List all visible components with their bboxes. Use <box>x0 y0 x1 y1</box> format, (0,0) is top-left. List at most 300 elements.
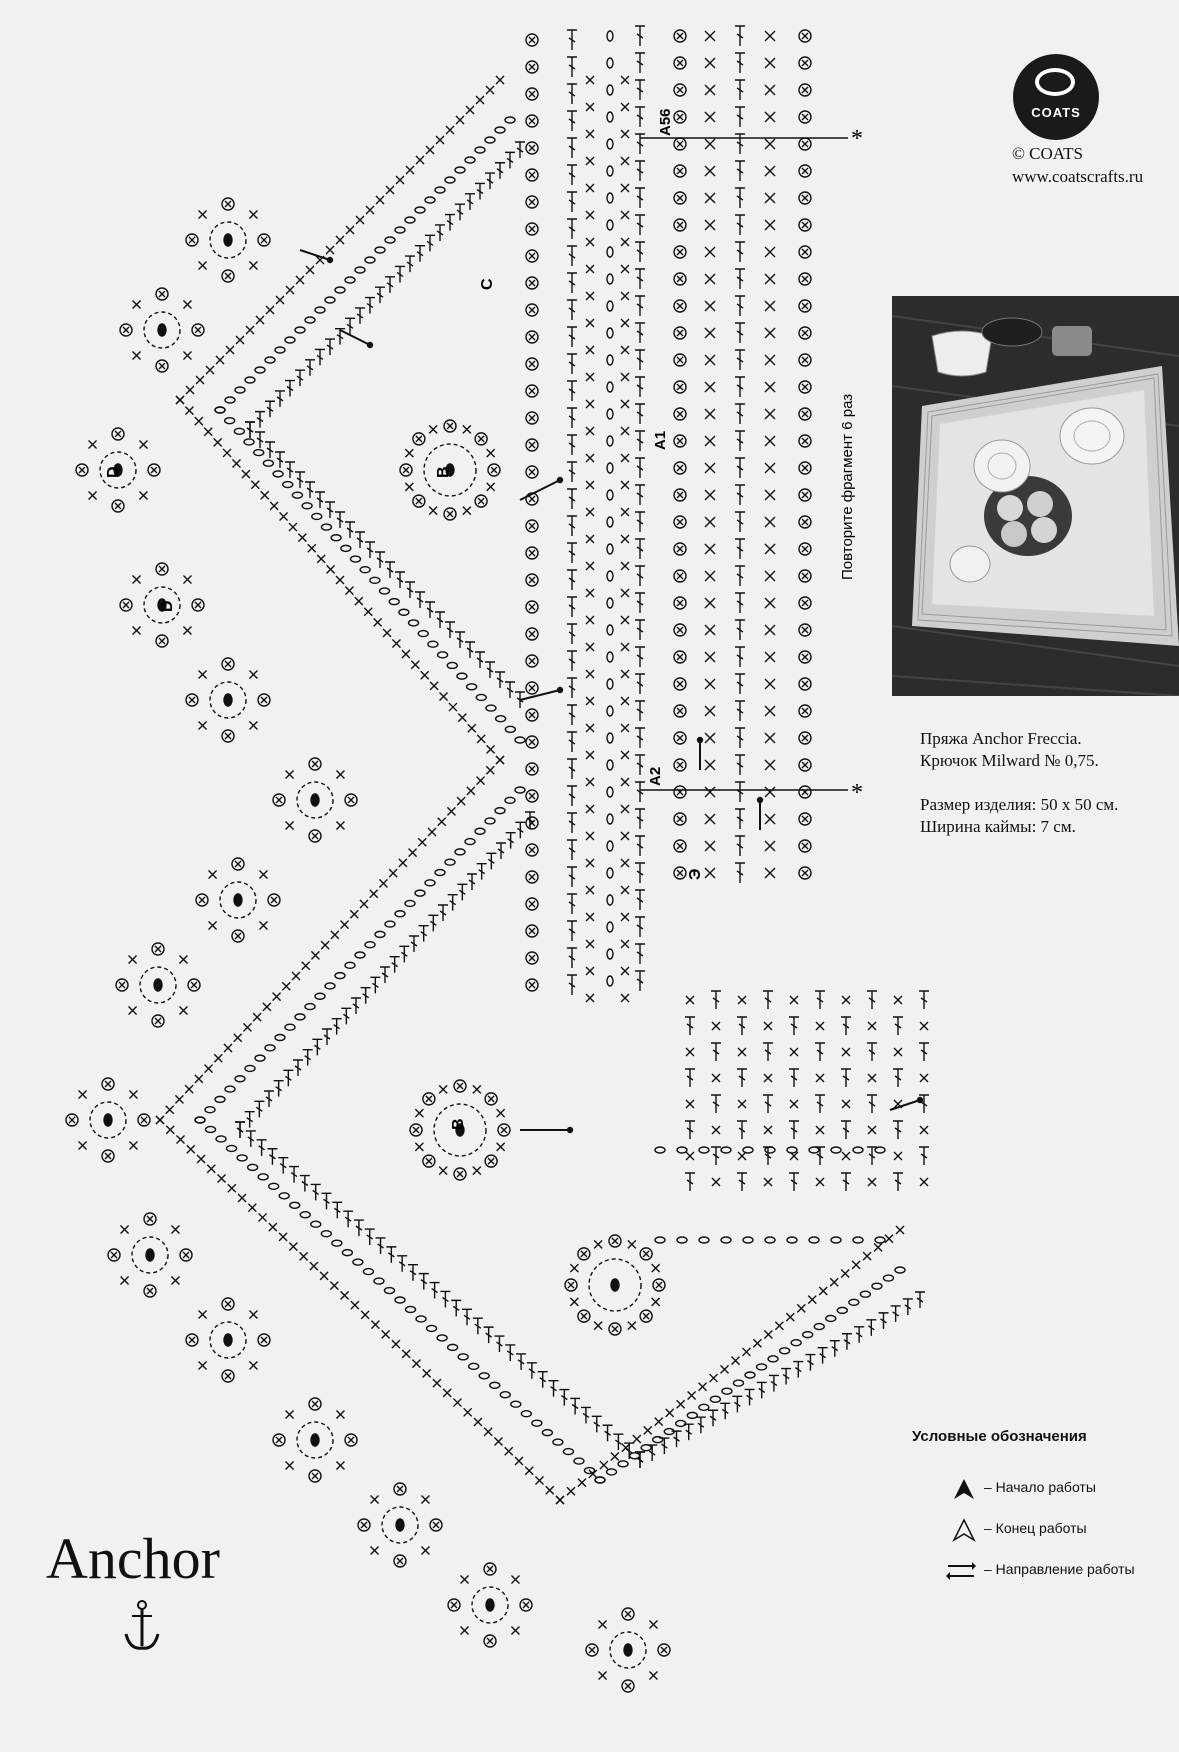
sc-stitch <box>802 438 808 444</box>
sc-stitch <box>816 1074 824 1082</box>
dc-stitch <box>484 1327 494 1343</box>
sc-stitch <box>155 1018 161 1024</box>
chain-stitch <box>225 418 235 424</box>
sc-stitch <box>765 193 775 203</box>
sc-stitch <box>171 1276 179 1284</box>
sc-stitch <box>416 436 422 442</box>
sc-stitch <box>415 1109 423 1117</box>
sc-stitch <box>712 1178 720 1186</box>
sc-stitch <box>802 33 808 39</box>
sc-stitch <box>529 955 535 961</box>
dc-stitch <box>295 370 305 386</box>
sc-stitch <box>705 382 715 392</box>
sc-stitch <box>894 1048 902 1056</box>
sc-stitch <box>176 396 184 404</box>
dc-stitch <box>735 566 745 586</box>
chain-stitch <box>607 409 613 419</box>
sc-stitch <box>686 1152 694 1160</box>
sc-stitch <box>802 249 808 255</box>
dc-stitch <box>635 134 645 154</box>
chain-stitch <box>325 297 335 303</box>
sc-stitch <box>765 490 775 500</box>
sc-stitch <box>868 1178 876 1186</box>
dc-stitch <box>696 1417 706 1433</box>
sc-stitch <box>421 1496 429 1504</box>
sc-stitch <box>802 303 808 309</box>
chain-stitch <box>607 733 613 743</box>
sc-stitch <box>487 483 495 491</box>
sc-stitch <box>405 449 413 457</box>
sc-stitch <box>185 407 193 415</box>
sc-stitch <box>802 600 808 606</box>
dc-stitch <box>567 300 577 320</box>
sc-stitch <box>621 643 629 651</box>
dc-stitch <box>264 1091 274 1107</box>
chain-stitch <box>389 599 399 605</box>
sc-stitch <box>677 546 683 552</box>
sc-stitch <box>677 168 683 174</box>
sc-stitch <box>443 1389 451 1397</box>
sc-stitch <box>802 546 808 552</box>
slip-stitch <box>311 1434 319 1446</box>
chain-stitch <box>710 1396 720 1402</box>
legend-direction <box>912 1561 1135 1581</box>
sc-stitch <box>586 373 594 381</box>
sc-stitch <box>119 982 125 988</box>
sc-stitch <box>705 679 715 689</box>
dc-stitch <box>635 674 645 694</box>
dc-stitch <box>567 435 577 455</box>
sc-stitch <box>586 346 594 354</box>
chain-stitch <box>445 177 455 183</box>
sc-stitch <box>621 454 629 462</box>
chain-stitch <box>475 147 485 153</box>
dc-stitch <box>685 1017 695 1035</box>
sc-stitch <box>586 454 594 462</box>
sc-stitch <box>586 103 594 111</box>
sc-stitch <box>406 166 414 174</box>
sc-stitch <box>868 1074 876 1082</box>
dc-stitch <box>635 971 645 991</box>
sc-stitch <box>511 1626 519 1634</box>
dc-stitch <box>312 1039 322 1055</box>
sc-stitch <box>218 1174 226 1182</box>
sc-stitch <box>677 762 683 768</box>
dc-stitch <box>567 624 577 644</box>
chain-stitch <box>300 1212 310 1218</box>
sc-stitch <box>594 1322 602 1330</box>
sc-stitch <box>894 1152 902 1160</box>
sc-stitch <box>123 602 129 608</box>
sc-stitch <box>705 868 715 878</box>
sc-stitch <box>656 1282 662 1288</box>
sc-stitch <box>529 874 535 880</box>
dc-stitch <box>635 296 645 316</box>
sc-stitch <box>461 1626 469 1634</box>
dc-stitch <box>635 566 645 586</box>
label-a56: A56 <box>657 108 674 136</box>
sc-stitch <box>397 1558 403 1564</box>
sc-stitch <box>712 1022 720 1030</box>
sc-stitch <box>764 1074 772 1082</box>
sc-stitch <box>129 1006 137 1014</box>
sc-stitch <box>298 534 306 542</box>
dc-stitch <box>435 225 445 241</box>
sc-stitch <box>225 733 231 739</box>
chain-stitch <box>255 1055 265 1061</box>
dc-stitch <box>735 782 745 802</box>
sc-stitch <box>764 1331 772 1339</box>
arrow-head <box>918 1098 923 1103</box>
chain-stitch <box>505 797 515 803</box>
dc-stitch <box>567 813 577 833</box>
chain-stitch <box>205 1107 215 1113</box>
chain-stitch <box>607 895 613 905</box>
sc-stitch <box>705 193 715 203</box>
sc-stitch <box>764 1022 772 1030</box>
sc-stitch <box>286 286 294 294</box>
sc-stitch <box>336 1411 344 1419</box>
dc-stitch <box>370 977 380 993</box>
sc-stitch <box>621 238 629 246</box>
sc-stitch <box>705 787 715 797</box>
sc-stitch <box>705 112 715 122</box>
label-d-mid: D <box>159 600 176 612</box>
sc-stitch <box>496 756 504 764</box>
sc-stitch <box>633 1435 641 1443</box>
chain-stitch <box>883 1275 893 1281</box>
chain-stitch <box>385 921 395 927</box>
sc-stitch <box>621 157 629 165</box>
sc-stitch <box>456 116 464 124</box>
sc-stitch <box>266 306 274 314</box>
sc-stitch <box>312 1401 318 1407</box>
slip-stitch <box>311 794 319 806</box>
dc-stitch <box>293 1060 303 1076</box>
chain-stitch <box>399 609 409 615</box>
direction-arrow <box>520 480 560 500</box>
sc-stitch <box>677 33 683 39</box>
sc-stitch <box>487 745 495 753</box>
dc-stitch <box>635 323 645 343</box>
sc-stitch <box>447 423 453 429</box>
chain-stitch <box>315 993 325 999</box>
chain-stitch <box>607 706 613 716</box>
dc-stitch <box>567 840 577 860</box>
sc-stitch <box>677 141 683 147</box>
sc-stitch <box>765 31 775 41</box>
chain-stitch <box>216 1136 226 1142</box>
sc-stitch <box>705 841 715 851</box>
chain-stitch <box>225 397 235 403</box>
sc-stitch <box>189 697 195 703</box>
sc-stitch <box>852 1261 860 1269</box>
sc-stitch <box>765 598 775 608</box>
chain-stitch <box>465 839 475 845</box>
dc-stitch <box>386 1247 396 1263</box>
sc-stitch <box>765 166 775 176</box>
dc-stitch <box>735 809 745 829</box>
sc-stitch <box>423 1369 431 1377</box>
dc-stitch <box>567 111 577 131</box>
dc-stitch <box>265 401 275 417</box>
chain-stitch <box>607 1469 617 1475</box>
sc-stitch <box>586 940 594 948</box>
sc-stitch <box>764 1178 772 1186</box>
sc-stitch <box>529 928 535 934</box>
sc-stitch <box>621 805 629 813</box>
sc-stitch <box>677 276 683 282</box>
chain-stitch <box>248 1164 258 1170</box>
sc-stitch <box>920 1074 928 1082</box>
sc-stitch <box>249 671 257 679</box>
sc-stitch <box>594 1240 602 1248</box>
dc-stitch <box>361 988 371 1004</box>
dc-stitch <box>789 1173 799 1191</box>
dc-stitch <box>445 215 455 231</box>
dc-stitch <box>745 1389 755 1405</box>
sc-stitch <box>765 625 775 635</box>
chain-stitch <box>860 1291 870 1297</box>
sc-stitch <box>686 1100 694 1108</box>
sc-stitch <box>677 627 683 633</box>
sc-stitch <box>473 1167 481 1175</box>
sc-stitch <box>765 274 775 284</box>
dc-stitch <box>405 582 415 598</box>
dc-stitch <box>440 1291 450 1307</box>
dc-stitch <box>380 967 390 983</box>
dc-stitch <box>303 1050 313 1066</box>
sc-stitch <box>402 650 410 658</box>
dc-stitch <box>635 620 645 640</box>
dc-stitch <box>841 1017 851 1035</box>
chain-stitch <box>765 1147 775 1153</box>
sc-stitch <box>529 226 535 232</box>
sc-stitch <box>79 1141 87 1149</box>
sc-stitch <box>433 1522 439 1528</box>
chain-stitch <box>803 1332 813 1338</box>
chain-stitch <box>353 1259 363 1265</box>
sc-stitch <box>621 76 629 84</box>
sc-stitch <box>179 1006 187 1014</box>
sc-stitch <box>581 1251 587 1257</box>
dc-stitch <box>285 381 295 397</box>
sc-stitch <box>346 226 354 234</box>
sc-stitch <box>586 238 594 246</box>
sc-stitch <box>802 816 808 822</box>
dc-stitch <box>462 1309 472 1325</box>
arrow-head <box>568 1128 573 1133</box>
sc-stitch <box>296 276 304 284</box>
sc-stitch <box>621 130 629 138</box>
sc-stitch <box>466 106 474 114</box>
sc-stitch <box>261 237 267 243</box>
chain-stitch <box>311 1221 321 1227</box>
sc-stitch <box>677 816 683 822</box>
sc-stitch <box>121 1226 129 1234</box>
dc-stitch <box>289 1167 299 1183</box>
sc-stitch <box>621 508 629 516</box>
slip-stitch <box>146 1249 154 1261</box>
chain-stitch <box>305 1004 315 1010</box>
chain-stitch <box>206 1126 216 1132</box>
dc-stitch <box>457 884 467 900</box>
sc-stitch <box>243 1023 251 1031</box>
dc-stitch <box>903 1299 913 1315</box>
sc-stitch <box>280 512 288 520</box>
sc-stitch <box>652 1264 660 1272</box>
sc-stitch <box>286 771 294 779</box>
dc-stitch <box>516 1354 526 1370</box>
sc-stitch <box>289 523 297 531</box>
dc-stitch <box>435 612 445 628</box>
chain-stitch <box>837 1307 847 1313</box>
dc-stitch <box>603 1425 613 1441</box>
sc-stitch <box>529 982 535 988</box>
sc-stitch <box>765 436 775 446</box>
sc-stitch <box>621 940 629 948</box>
chain-stitch <box>331 535 341 541</box>
sc-stitch <box>621 670 629 678</box>
sc-stitch <box>371 1546 379 1554</box>
sc-stitch <box>802 519 808 525</box>
chain-stitch <box>475 828 485 834</box>
slip-stitch <box>104 1114 112 1126</box>
sc-stitch <box>705 409 715 419</box>
dc-stitch <box>473 1318 483 1334</box>
dc-stitch <box>735 836 745 856</box>
sc-stitch <box>486 766 494 774</box>
dc-stitch <box>893 1121 903 1139</box>
sc-stitch <box>330 1282 338 1290</box>
sc-stitch <box>418 838 426 846</box>
dc-stitch <box>375 287 385 303</box>
sc-stitch <box>586 130 594 138</box>
dc-stitch <box>465 642 475 658</box>
dc-stitch <box>685 1173 695 1191</box>
sc-stitch <box>497 1143 505 1151</box>
sc-stitch <box>868 1022 876 1030</box>
chain-stitch <box>437 1335 447 1341</box>
sc-stitch <box>765 706 775 716</box>
chain-stitch <box>279 1193 289 1199</box>
chain-stitch <box>532 1420 542 1426</box>
dc-stitch <box>866 1320 876 1336</box>
dc-stitch <box>789 1121 799 1139</box>
sc-stitch <box>765 787 775 797</box>
sc-stitch <box>765 112 775 122</box>
slip-stitch <box>224 234 232 246</box>
sc-stitch <box>621 211 629 219</box>
chain-stitch <box>677 1237 687 1243</box>
dc-stitch <box>267 1149 277 1165</box>
sc-stitch <box>705 301 715 311</box>
sc-stitch <box>336 1461 344 1469</box>
chain-stitch <box>295 1014 305 1020</box>
dc-stitch <box>635 26 645 46</box>
label-b-top: B <box>435 466 452 478</box>
dc-stitch <box>842 1334 852 1350</box>
sc-stitch <box>238 1194 246 1202</box>
chain-stitch <box>677 1147 687 1153</box>
chain-stitch <box>409 620 419 626</box>
dc-stitch <box>385 277 395 293</box>
chain-stitch <box>687 1412 697 1418</box>
sc-stitch <box>738 1100 746 1108</box>
sc-stitch <box>765 517 775 527</box>
dc-stitch <box>735 863 745 883</box>
sc-stitch <box>802 411 808 417</box>
dc-stitch <box>647 1445 657 1461</box>
dc-stitch <box>506 833 516 849</box>
website-link[interactable]: www.coatscrafts.ru <box>1012 167 1144 186</box>
sc-stitch <box>311 951 319 959</box>
dc-stitch <box>757 1382 767 1398</box>
sc-stitch <box>457 1171 463 1177</box>
sc-stitch <box>896 1226 904 1234</box>
chain-stitch <box>360 567 370 573</box>
sc-stitch <box>529 469 535 475</box>
chain-stitch <box>342 1250 352 1256</box>
sc-stitch <box>317 555 325 563</box>
dc-stitch <box>567 273 577 293</box>
sc-stitch <box>183 1252 189 1258</box>
sc-stitch <box>529 361 535 367</box>
sc-stitch <box>115 503 121 509</box>
sc-stitch <box>677 1400 685 1408</box>
chain-stitch <box>853 1147 863 1153</box>
dc-stitch <box>567 354 577 374</box>
chain-stitch <box>395 1297 405 1303</box>
sc-stitch <box>643 1251 649 1257</box>
sc-stitch <box>802 60 808 66</box>
sc-stitch <box>477 735 485 743</box>
sc-stitch <box>529 172 535 178</box>
dc-stitch <box>465 194 475 210</box>
sc-stitch <box>151 467 157 473</box>
chain-stitch <box>455 167 465 173</box>
sc-stitch <box>802 168 808 174</box>
sc-stitch <box>529 91 535 97</box>
dc-stitch <box>567 921 577 941</box>
dc-stitch <box>419 926 429 942</box>
sc-stitch <box>529 712 535 718</box>
sc-stitch <box>621 562 629 570</box>
sc-stitch <box>599 1671 607 1679</box>
chain-stitch <box>290 1202 300 1208</box>
chain-stitch <box>809 1237 819 1243</box>
chain-stitch <box>458 1354 468 1360</box>
sc-stitch <box>195 1075 203 1083</box>
dc-stitch <box>567 867 577 887</box>
chain-stitch <box>607 949 613 959</box>
dc-stitch <box>567 381 577 401</box>
legend-end-text: – Конец работы <box>984 1520 1087 1536</box>
dc-stitch <box>567 975 577 995</box>
sc-stitch <box>246 326 254 334</box>
dc-stitch <box>455 632 465 648</box>
sc-stitch <box>816 1022 824 1030</box>
dc-stitch <box>735 728 745 748</box>
dc-stitch <box>735 404 745 424</box>
sc-stitch <box>364 608 372 616</box>
dc-stitch <box>635 539 645 559</box>
sc-stitch <box>199 721 207 729</box>
sc-stitch <box>195 417 203 425</box>
sc-stitch <box>79 1091 87 1099</box>
dc-stitch <box>735 458 745 478</box>
chain-stitch <box>321 1231 331 1237</box>
